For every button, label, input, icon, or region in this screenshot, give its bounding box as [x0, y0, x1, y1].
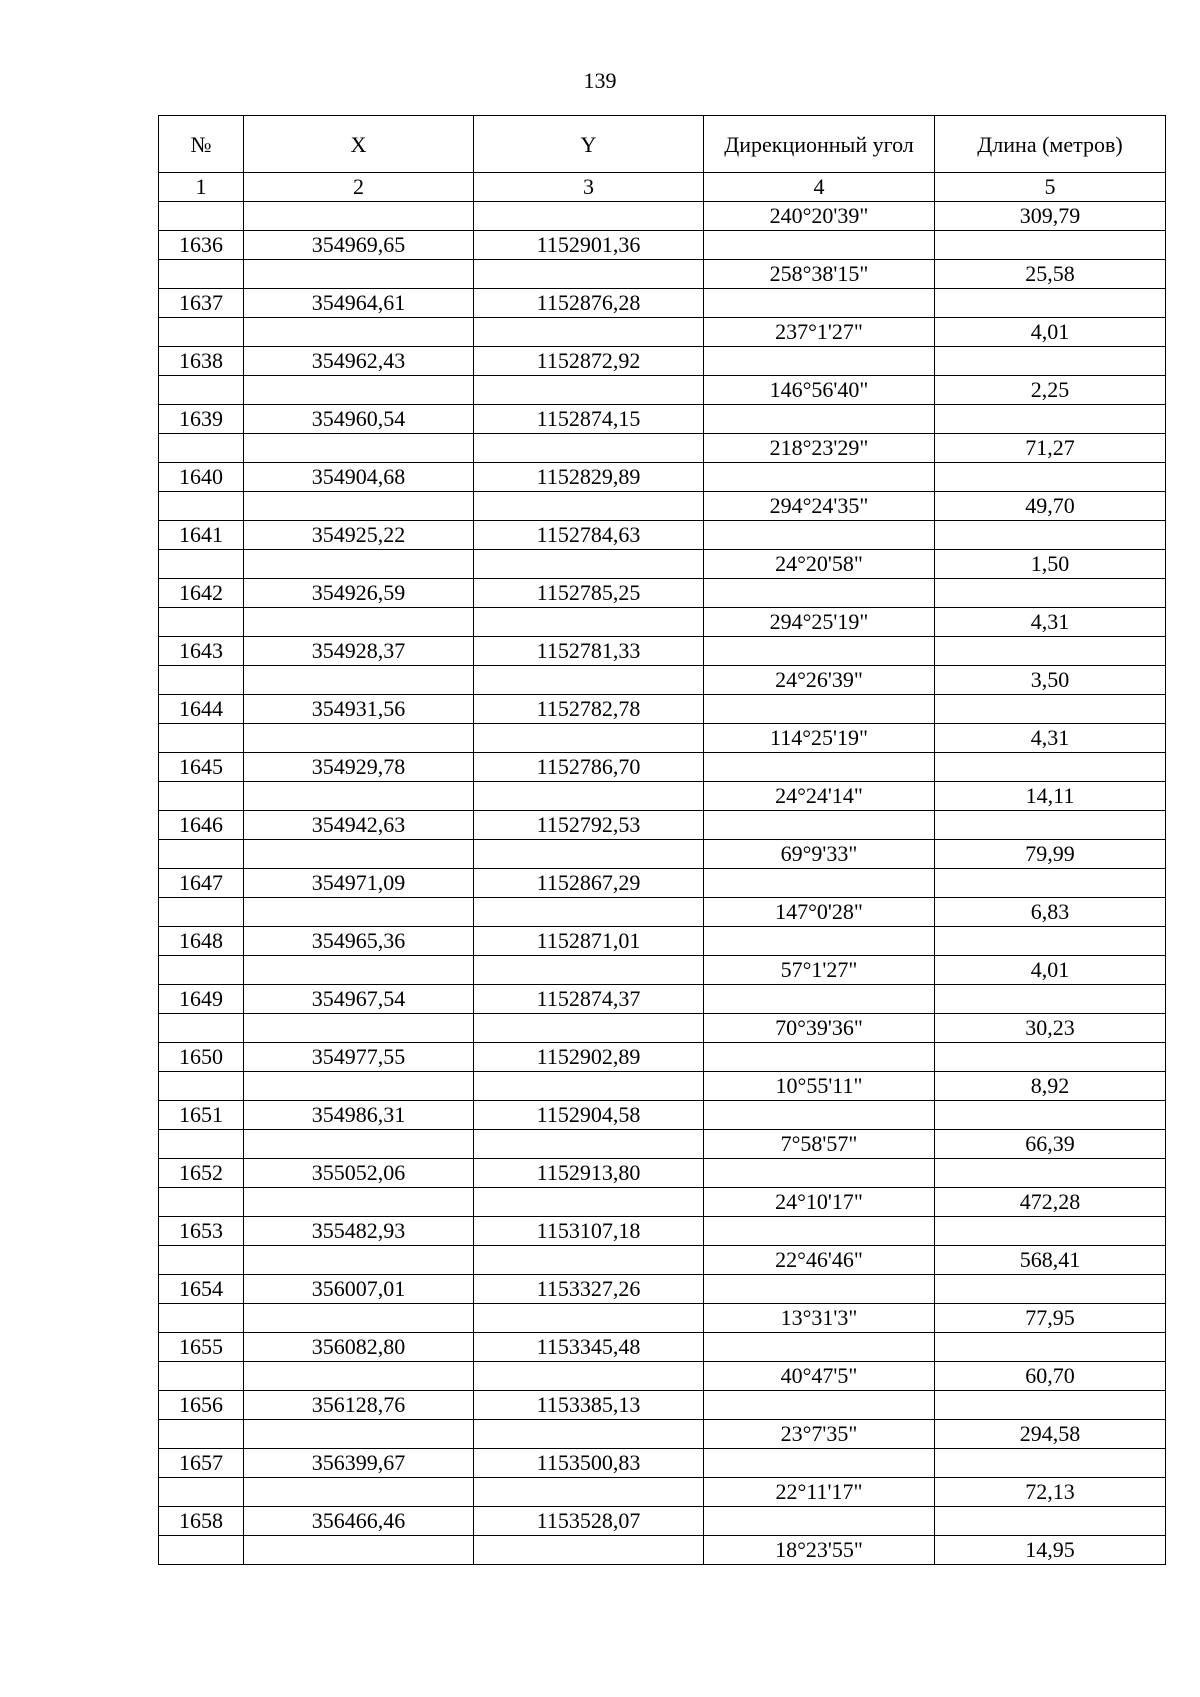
- coordinates-table: [158, 115, 1166, 1565]
- x-coordinate-cell: [244, 550, 474, 579]
- x-coordinate-cell: [244, 956, 474, 985]
- point-number-cell: [159, 376, 244, 405]
- length-cell: [935, 1333, 1166, 1362]
- point-number-cell: 1641: [159, 521, 244, 550]
- point-number-cell: [159, 956, 244, 985]
- point-number-cell: 1638: [159, 347, 244, 376]
- length-cell: 77,95: [935, 1304, 1166, 1333]
- y-coordinate-cell: [474, 1420, 704, 1449]
- x-coordinate-cell: [244, 434, 474, 463]
- direction-angle-cell: [704, 463, 935, 492]
- x-coordinate-cell: [244, 782, 474, 811]
- point-number-cell: [159, 666, 244, 695]
- column-number: 1: [159, 173, 244, 202]
- point-number-cell: [159, 550, 244, 579]
- table-row: [159, 1275, 1166, 1304]
- point-number-cell: 1654: [159, 1275, 244, 1304]
- length-cell: [935, 1043, 1166, 1072]
- direction-angle-cell: 22°46'46": [704, 1246, 935, 1275]
- point-number-cell: [159, 492, 244, 521]
- length-cell: 25,58: [935, 260, 1166, 289]
- direction-angle-cell: 240°20'39": [704, 202, 935, 231]
- table-row: [159, 231, 1166, 260]
- point-number-cell: [159, 1014, 244, 1043]
- y-coordinate-cell: 1152785,25: [474, 579, 704, 608]
- point-number-cell: 1657: [159, 1449, 244, 1478]
- x-coordinate-cell: [244, 1536, 474, 1565]
- x-coordinate-cell: 356466,46: [244, 1507, 474, 1536]
- length-cell: 6,83: [935, 898, 1166, 927]
- point-number-cell: [159, 1536, 244, 1565]
- table-row: [159, 869, 1166, 898]
- table-row: [159, 1333, 1166, 1362]
- direction-angle-cell: [704, 1159, 935, 1188]
- direction-angle-cell: [704, 1391, 935, 1420]
- length-cell: [935, 1101, 1166, 1130]
- direction-angle-cell: [704, 289, 935, 318]
- table-row: [159, 1014, 1166, 1043]
- point-number-cell: 1655: [159, 1333, 244, 1362]
- table-row: [159, 376, 1166, 405]
- table-row: [159, 695, 1166, 724]
- x-coordinate-cell: [244, 1188, 474, 1217]
- x-coordinate-cell: 354967,54: [244, 985, 474, 1014]
- point-number-cell: 1647: [159, 869, 244, 898]
- y-coordinate-cell: [474, 724, 704, 753]
- x-coordinate-cell: [244, 608, 474, 637]
- table-row: [159, 202, 1166, 231]
- y-coordinate-cell: [474, 1130, 704, 1159]
- y-coordinate-cell: [474, 1478, 704, 1507]
- x-coordinate-cell: [244, 898, 474, 927]
- table-row: [159, 405, 1166, 434]
- y-coordinate-cell: [474, 782, 704, 811]
- header-number: №: [159, 116, 244, 173]
- length-cell: [935, 811, 1166, 840]
- y-coordinate-cell: 1153327,26: [474, 1275, 704, 1304]
- y-coordinate-cell: [474, 1188, 704, 1217]
- length-cell: 3,50: [935, 666, 1166, 695]
- x-coordinate-cell: 354977,55: [244, 1043, 474, 1072]
- table-row: [159, 1101, 1166, 1130]
- y-coordinate-cell: 1152792,53: [474, 811, 704, 840]
- direction-angle-cell: [704, 869, 935, 898]
- x-coordinate-cell: 356007,01: [244, 1275, 474, 1304]
- y-coordinate-cell: [474, 318, 704, 347]
- point-number-cell: [159, 1304, 244, 1333]
- point-number-cell: [159, 1072, 244, 1101]
- direction-angle-cell: [704, 1043, 935, 1072]
- point-number-cell: 1658: [159, 1507, 244, 1536]
- direction-angle-cell: [704, 753, 935, 782]
- direction-angle-cell: 13°31'3": [704, 1304, 935, 1333]
- direction-angle-cell: 24°26'39": [704, 666, 935, 695]
- y-coordinate-cell: 1152781,33: [474, 637, 704, 666]
- x-coordinate-cell: 354931,56: [244, 695, 474, 724]
- length-cell: [935, 1449, 1166, 1478]
- x-coordinate-cell: [244, 1478, 474, 1507]
- direction-angle-cell: [704, 1507, 935, 1536]
- x-coordinate-cell: [244, 1130, 474, 1159]
- point-number-cell: 1648: [159, 927, 244, 956]
- x-coordinate-cell: 354960,54: [244, 405, 474, 434]
- length-cell: 294,58: [935, 1420, 1166, 1449]
- table-row: [159, 1130, 1166, 1159]
- point-number-cell: [159, 1362, 244, 1391]
- table-row: [159, 1536, 1166, 1565]
- table-row: [159, 492, 1166, 521]
- x-coordinate-cell: [244, 318, 474, 347]
- y-coordinate-cell: [474, 666, 704, 695]
- column-number-row: [159, 173, 1166, 202]
- x-coordinate-cell: 354928,37: [244, 637, 474, 666]
- y-coordinate-cell: [474, 1014, 704, 1043]
- x-coordinate-cell: 354962,43: [244, 347, 474, 376]
- y-coordinate-cell: 1152867,29: [474, 869, 704, 898]
- direction-angle-cell: [704, 521, 935, 550]
- table-row: [159, 1072, 1166, 1101]
- table-row: [159, 434, 1166, 463]
- direction-angle-cell: [704, 1333, 935, 1362]
- table-row: [159, 1420, 1166, 1449]
- length-cell: 60,70: [935, 1362, 1166, 1391]
- direction-angle-cell: [704, 347, 935, 376]
- x-coordinate-cell: [244, 666, 474, 695]
- y-coordinate-cell: [474, 840, 704, 869]
- table-row: [159, 260, 1166, 289]
- y-coordinate-cell: [474, 956, 704, 985]
- y-coordinate-cell: [474, 1536, 704, 1565]
- header-row: [159, 116, 1166, 173]
- y-coordinate-cell: 1153385,13: [474, 1391, 704, 1420]
- length-cell: [935, 637, 1166, 666]
- length-cell: 4,01: [935, 318, 1166, 347]
- length-cell: 14,95: [935, 1536, 1166, 1565]
- table-row: [159, 1159, 1166, 1188]
- length-cell: 4,31: [935, 724, 1166, 753]
- x-coordinate-cell: 356082,80: [244, 1333, 474, 1362]
- direction-angle-cell: 69°9'33": [704, 840, 935, 869]
- length-cell: [935, 927, 1166, 956]
- x-coordinate-cell: [244, 1072, 474, 1101]
- direction-angle-cell: [704, 695, 935, 724]
- table-row: [159, 956, 1166, 985]
- length-cell: 472,28: [935, 1188, 1166, 1217]
- direction-angle-cell: 294°25'19": [704, 608, 935, 637]
- x-coordinate-cell: 354964,61: [244, 289, 474, 318]
- point-number-cell: 1646: [159, 811, 244, 840]
- y-coordinate-cell: 1152913,80: [474, 1159, 704, 1188]
- point-number-cell: 1642: [159, 579, 244, 608]
- length-cell: 2,25: [935, 376, 1166, 405]
- point-number-cell: 1643: [159, 637, 244, 666]
- y-coordinate-cell: 1153107,18: [474, 1217, 704, 1246]
- table-row: [159, 898, 1166, 927]
- direction-angle-cell: [704, 927, 935, 956]
- point-number-cell: 1650: [159, 1043, 244, 1072]
- y-coordinate-cell: [474, 434, 704, 463]
- direction-angle-cell: [704, 1275, 935, 1304]
- y-coordinate-cell: [474, 376, 704, 405]
- x-coordinate-cell: 354929,78: [244, 753, 474, 782]
- direction-angle-cell: 258°38'15": [704, 260, 935, 289]
- y-coordinate-cell: [474, 1304, 704, 1333]
- x-coordinate-cell: [244, 840, 474, 869]
- x-coordinate-cell: 354986,31: [244, 1101, 474, 1130]
- table-row: [159, 1188, 1166, 1217]
- x-coordinate-cell: 355482,93: [244, 1217, 474, 1246]
- direction-angle-cell: 24°10'17": [704, 1188, 935, 1217]
- point-number-cell: 1652: [159, 1159, 244, 1188]
- direction-angle-cell: 24°20'58": [704, 550, 935, 579]
- point-number-cell: [159, 782, 244, 811]
- table-row: [159, 1043, 1166, 1072]
- y-coordinate-cell: 1152904,58: [474, 1101, 704, 1130]
- direction-angle-cell: 23°7'35": [704, 1420, 935, 1449]
- table-row: [159, 289, 1166, 318]
- x-coordinate-cell: [244, 1246, 474, 1275]
- direction-angle-cell: 114°25'19": [704, 724, 935, 753]
- point-number-cell: [159, 724, 244, 753]
- length-cell: [935, 231, 1166, 260]
- y-coordinate-cell: 1152786,70: [474, 753, 704, 782]
- direction-angle-cell: 7°58'57": [704, 1130, 935, 1159]
- x-coordinate-cell: 354969,65: [244, 231, 474, 260]
- direction-angle-cell: 70°39'36": [704, 1014, 935, 1043]
- y-coordinate-cell: 1152872,92: [474, 347, 704, 376]
- point-number-cell: 1645: [159, 753, 244, 782]
- length-cell: [935, 985, 1166, 1014]
- length-cell: 14,11: [935, 782, 1166, 811]
- x-coordinate-cell: [244, 1304, 474, 1333]
- direction-angle-cell: 218°23'29": [704, 434, 935, 463]
- y-coordinate-cell: 1152829,89: [474, 463, 704, 492]
- y-coordinate-cell: [474, 492, 704, 521]
- direction-angle-cell: [704, 231, 935, 260]
- direction-angle-cell: [704, 579, 935, 608]
- length-cell: 30,23: [935, 1014, 1166, 1043]
- table-row: [159, 1478, 1166, 1507]
- point-number-cell: [159, 202, 244, 231]
- point-number-cell: 1649: [159, 985, 244, 1014]
- x-coordinate-cell: [244, 1014, 474, 1043]
- point-number-cell: [159, 1246, 244, 1275]
- point-number-cell: [159, 898, 244, 927]
- point-number-cell: [159, 434, 244, 463]
- table-header: [159, 116, 1166, 202]
- length-cell: 71,27: [935, 434, 1166, 463]
- table-row: [159, 463, 1166, 492]
- x-coordinate-cell: 356399,67: [244, 1449, 474, 1478]
- direction-angle-cell: [704, 1217, 935, 1246]
- length-cell: [935, 753, 1166, 782]
- table-row: [159, 608, 1166, 637]
- length-cell: 309,79: [935, 202, 1166, 231]
- length-cell: [935, 347, 1166, 376]
- header-x: X: [244, 116, 474, 173]
- table-row: [159, 724, 1166, 753]
- point-number-cell: [159, 608, 244, 637]
- table-row: [159, 927, 1166, 956]
- column-number: 2: [244, 173, 474, 202]
- x-coordinate-cell: [244, 260, 474, 289]
- y-coordinate-cell: [474, 550, 704, 579]
- length-cell: 79,99: [935, 840, 1166, 869]
- table-body: [159, 202, 1166, 1565]
- direction-angle-cell: [704, 1449, 935, 1478]
- direction-angle-cell: [704, 811, 935, 840]
- length-cell: [935, 1275, 1166, 1304]
- direction-angle-cell: [704, 405, 935, 434]
- point-number-cell: [159, 260, 244, 289]
- point-number-cell: [159, 840, 244, 869]
- y-coordinate-cell: 1153345,48: [474, 1333, 704, 1362]
- x-coordinate-cell: 354971,09: [244, 869, 474, 898]
- table-row: [159, 1217, 1166, 1246]
- length-cell: [935, 405, 1166, 434]
- y-coordinate-cell: 1152901,36: [474, 231, 704, 260]
- length-cell: [935, 1507, 1166, 1536]
- y-coordinate-cell: [474, 1246, 704, 1275]
- y-coordinate-cell: 1152782,78: [474, 695, 704, 724]
- point-number-cell: [159, 1478, 244, 1507]
- length-cell: [935, 521, 1166, 550]
- table-row: [159, 550, 1166, 579]
- x-coordinate-cell: 355052,06: [244, 1159, 474, 1188]
- length-cell: 72,13: [935, 1478, 1166, 1507]
- x-coordinate-cell: [244, 1420, 474, 1449]
- direction-angle-cell: 294°24'35": [704, 492, 935, 521]
- length-cell: [935, 1391, 1166, 1420]
- table-row: [159, 521, 1166, 550]
- point-number-cell: 1637: [159, 289, 244, 318]
- column-number: 5: [935, 173, 1166, 202]
- point-number-cell: 1639: [159, 405, 244, 434]
- point-number-cell: 1653: [159, 1217, 244, 1246]
- y-coordinate-cell: [474, 898, 704, 927]
- table-row: [159, 1362, 1166, 1391]
- length-cell: 4,31: [935, 608, 1166, 637]
- x-coordinate-cell: [244, 376, 474, 405]
- table-row: [159, 579, 1166, 608]
- length-cell: 1,50: [935, 550, 1166, 579]
- x-coordinate-cell: 354904,68: [244, 463, 474, 492]
- length-cell: [935, 695, 1166, 724]
- direction-angle-cell: [704, 637, 935, 666]
- table-row: [159, 753, 1166, 782]
- column-number: 4: [704, 173, 935, 202]
- direction-angle-cell: 57°1'27": [704, 956, 935, 985]
- length-cell: 8,92: [935, 1072, 1166, 1101]
- x-coordinate-cell: 356128,76: [244, 1391, 474, 1420]
- table-row: [159, 1304, 1166, 1333]
- length-cell: [935, 463, 1166, 492]
- point-number-cell: 1651: [159, 1101, 244, 1130]
- length-cell: [935, 1159, 1166, 1188]
- y-coordinate-cell: 1152876,28: [474, 289, 704, 318]
- point-number-cell: [159, 1420, 244, 1449]
- point-number-cell: 1640: [159, 463, 244, 492]
- table-row: [159, 811, 1166, 840]
- direction-angle-cell: 10°55'11": [704, 1072, 935, 1101]
- table-row: [159, 1449, 1166, 1478]
- direction-angle-cell: 40°47'5": [704, 1362, 935, 1391]
- header-length: Длина (метров): [935, 116, 1166, 173]
- length-cell: [935, 869, 1166, 898]
- direction-angle-cell: [704, 1101, 935, 1130]
- direction-angle-cell: 237°1'27": [704, 318, 935, 347]
- direction-angle-cell: 24°24'14": [704, 782, 935, 811]
- page-number: 139: [583, 68, 617, 93]
- point-number-cell: 1636: [159, 231, 244, 260]
- table-row: [159, 666, 1166, 695]
- x-coordinate-cell: 354942,63: [244, 811, 474, 840]
- y-coordinate-cell: 1152874,15: [474, 405, 704, 434]
- length-cell: 66,39: [935, 1130, 1166, 1159]
- length-cell: [935, 289, 1166, 318]
- table-row: [159, 1246, 1166, 1275]
- point-number-cell: [159, 1188, 244, 1217]
- y-coordinate-cell: 1152902,89: [474, 1043, 704, 1072]
- table-row: [159, 985, 1166, 1014]
- direction-angle-cell: 22°11'17": [704, 1478, 935, 1507]
- length-cell: 568,41: [935, 1246, 1166, 1275]
- direction-angle-cell: 18°23'55": [704, 1536, 935, 1565]
- point-number-cell: [159, 1130, 244, 1159]
- length-cell: [935, 579, 1166, 608]
- x-coordinate-cell: [244, 492, 474, 521]
- y-coordinate-cell: [474, 1072, 704, 1101]
- table-row: [159, 1391, 1166, 1420]
- column-number: 3: [474, 173, 704, 202]
- point-number-cell: 1644: [159, 695, 244, 724]
- point-number-cell: [159, 318, 244, 347]
- x-coordinate-cell: [244, 724, 474, 753]
- y-coordinate-cell: [474, 1362, 704, 1391]
- x-coordinate-cell: [244, 202, 474, 231]
- direction-angle-cell: 146°56'40": [704, 376, 935, 405]
- length-cell: 4,01: [935, 956, 1166, 985]
- x-coordinate-cell: 354965,36: [244, 927, 474, 956]
- table-row: [159, 840, 1166, 869]
- y-coordinate-cell: 1152871,01: [474, 927, 704, 956]
- x-coordinate-cell: 354925,22: [244, 521, 474, 550]
- table-row: [159, 347, 1166, 376]
- length-cell: 49,70: [935, 492, 1166, 521]
- x-coordinate-cell: 354926,59: [244, 579, 474, 608]
- header-direction-angle: Дирекционный угол: [704, 116, 935, 173]
- point-number-cell: 1656: [159, 1391, 244, 1420]
- y-coordinate-cell: [474, 608, 704, 637]
- table-row: [159, 318, 1166, 347]
- y-coordinate-cell: 1153500,83: [474, 1449, 704, 1478]
- y-coordinate-cell: 1152784,63: [474, 521, 704, 550]
- table-row: [159, 637, 1166, 666]
- y-coordinate-cell: 1152874,37: [474, 985, 704, 1014]
- direction-angle-cell: [704, 985, 935, 1014]
- direction-angle-cell: 147°0'28": [704, 898, 935, 927]
- y-coordinate-cell: [474, 202, 704, 231]
- x-coordinate-cell: [244, 1362, 474, 1391]
- table-row: [159, 1507, 1166, 1536]
- header-y: Y: [474, 116, 704, 173]
- length-cell: [935, 1217, 1166, 1246]
- y-coordinate-cell: 1153528,07: [474, 1507, 704, 1536]
- y-coordinate-cell: [474, 260, 704, 289]
- table-row: [159, 782, 1166, 811]
